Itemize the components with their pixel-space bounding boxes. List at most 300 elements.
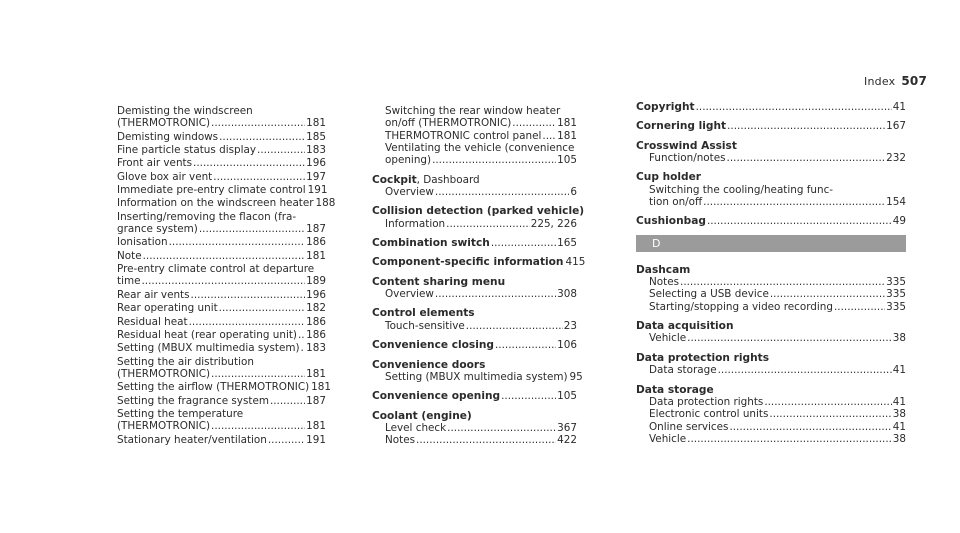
index-heading [636,120,726,132]
page-reference[interactable]: 154 [886,196,906,209]
index-heading-entry [372,205,585,230]
index-line [117,275,326,287]
index-heading-line [372,410,577,422]
index-term: Stationary heater/ventilation [117,433,267,446]
index-heading [636,384,714,396]
dot-leader [211,117,305,129]
index-heading-term: Coolant (engine) [372,409,472,422]
index-heading-line [372,276,577,288]
index-line [372,130,577,142]
page-reference[interactable]: 186 [306,315,326,328]
index-term: Vehicle [649,432,687,445]
page-reference[interactable]: 191 [306,433,326,446]
page-number: 507 [901,74,927,88]
dot-leader [270,395,305,407]
dot-leader [191,289,306,301]
index-subentry [372,422,577,434]
index-line [117,197,336,210]
index-line [372,186,577,198]
index-entry [117,197,336,210]
dot-leader [432,154,556,166]
index-term: Overview [385,186,434,199]
index-heading-term: Copyright [636,101,695,113]
index-subentry [636,433,906,445]
dot-leader [447,422,556,434]
index-heading-line [372,237,577,249]
index-heading-entry [372,410,577,447]
index-subentry [372,320,577,332]
index-heading [372,410,472,422]
index-line [117,342,326,354]
dot-leader [727,152,886,164]
page-reference[interactable]: 188 [315,197,336,210]
dot-leader [501,390,556,402]
index-term: Notes [649,276,680,289]
index-subentry [372,218,577,230]
dot-leader [687,332,892,344]
index-subentry [636,301,906,313]
dot-leader [416,434,556,446]
index-heading-line [372,359,577,371]
index-heading [372,390,500,402]
index-term: Overview [385,288,434,301]
index-term: Notes [385,434,416,447]
index-heading-line [636,352,906,364]
index-line [117,105,326,117]
index-term: grance system) [117,223,198,236]
dot-leader [219,131,305,143]
index-label: Index [864,75,896,88]
page-reference[interactable]: 181 [306,367,326,380]
page-reference[interactable]: 6 [570,186,577,199]
dot-leader [834,301,885,313]
index-line [117,223,326,235]
index-term: Glove box air vent [117,170,213,183]
index-column-2 [372,105,586,454]
index-term: Inserting/removing the flacon (fra- [117,210,297,223]
index-term: Ionisation [117,236,168,249]
index-heading-term: Dashcam [636,263,691,276]
continued-subentries [372,105,577,167]
index-line [117,184,326,196]
index-heading-entry [372,358,583,384]
page-reference[interactable]: 367 [557,421,577,434]
page-reference[interactable]: 196 [306,157,326,170]
index-heading-term: Control elements [372,307,475,320]
index-term: Electronic control units [649,408,769,421]
index-line [117,211,326,223]
index-subentry [372,186,577,198]
index-line [117,263,326,275]
index-entry [117,105,326,130]
index-line [372,320,577,332]
index-entry [117,171,326,183]
page-reference[interactable]: 41 [892,101,906,113]
index-entry [117,408,326,433]
page-reference[interactable]: 181 [557,129,577,142]
dot-leader [446,218,530,230]
index-term: opening) [385,154,432,167]
dot-leader [495,339,556,351]
index-line [117,408,326,420]
index-heading [636,264,690,276]
index-line [117,157,326,169]
index-subentry [636,184,906,209]
page-reference[interactable]: 167 [886,120,906,133]
index-heading [636,140,737,152]
index-heading-entry [372,307,577,332]
dot-leader [189,316,306,328]
index-heading-line [636,215,906,227]
dot-leader [727,120,885,132]
index-line [372,370,583,383]
index-heading [372,205,584,217]
index-subentry [636,396,906,408]
index-term: Function/notes [649,152,726,165]
index-subentry [372,142,577,167]
index-term: Vehicle [649,332,687,345]
page-reference[interactable]: 335 [886,276,906,289]
index-term: Selecting a USB device [649,288,769,301]
index-term: Ventilating the vehicle (convenience [385,142,575,155]
index-heading-entry [372,390,577,402]
page-reference[interactable]: 189 [306,275,326,288]
index-subentry [636,276,906,288]
dot-leader [193,157,305,169]
index-heading-term: Collision detection (parked vehicle) [372,205,585,218]
index-term: Setting the temperature [117,407,244,420]
index-heading-qualifier: , Dashboard [416,173,480,186]
dot-leader [718,364,892,376]
index-heading-term: Cushionbag [636,215,706,228]
index-heading-line [372,256,586,269]
dot-leader [435,288,556,300]
index-heading-term: Data protection rights [636,351,770,364]
page-header [864,74,927,88]
page-reference[interactable]: 38 [892,432,906,445]
page-reference[interactable]: 187 [306,223,326,236]
index-entry [117,211,326,236]
index-line [372,422,577,434]
index-term: Fine particle status display [117,144,257,157]
dot-leader [491,237,556,249]
index-line [117,434,326,446]
page-reference[interactable]: 196 [306,288,326,301]
index-term: Note [117,249,142,262]
index-line [372,218,577,230]
index-term: Demisting the windscreen [117,105,253,117]
dot-leader [219,302,306,314]
dot-leader [703,196,885,208]
page-reference[interactable]: 183 [306,342,326,355]
index-entry [117,250,326,262]
page-reference[interactable]: 41 [892,395,906,408]
index-heading-entry [372,174,577,199]
index-heading [372,174,480,186]
index-line [117,117,326,129]
index-term: Setting the air distribution [117,355,254,368]
page-reference[interactable]: 23 [563,319,577,332]
index-term: Setting the fragrance system [117,394,269,407]
index-heading-line [636,120,906,132]
index-line [636,421,906,433]
index-heading-term: Convenience closing [372,339,494,352]
index-term: THERMOTRONIC control panel [385,129,542,142]
index-heading-entry [636,120,906,132]
index-term: Touch-sensitive [385,319,465,332]
page-reference[interactable]: 105 [557,154,577,167]
index-line [372,154,577,166]
index-term: Rear operating unit [117,302,218,315]
index-heading-entry [372,237,577,249]
index-heading [372,256,563,268]
index-entry [117,131,326,143]
index-line [117,131,326,143]
index-entry [117,263,326,288]
index-line [117,302,326,314]
index-line [117,144,326,156]
index-line [372,105,577,117]
dot-leader [169,236,306,248]
index-heading [372,307,475,319]
page-reference[interactable]: 181 [306,117,326,130]
index-term: Demisting windows [117,130,219,143]
index-entry [117,434,326,446]
index-line [636,196,906,208]
index-term: Residual heat (rear operating unit) [117,328,297,341]
index-heading-term: Data storage [636,383,714,396]
index-line [636,408,906,420]
page-reference[interactable]: 232 [886,152,906,165]
index-heading-term: Cockpit [372,173,417,186]
index-heading-line [372,339,577,351]
dot-leader [143,250,306,262]
index-column-3 [636,101,906,452]
index-entry [117,381,331,394]
index-heading-term: Cornering light [636,120,727,133]
index-heading-entry [372,339,577,351]
index-subentry [372,434,577,446]
index-heading-term: Convenience opening [372,390,501,403]
index-term: Setting (MBUX multimedia system) [117,342,300,355]
index-line [117,316,326,328]
index-line [117,381,331,394]
index-heading-entry [372,256,586,269]
page-reference[interactable]: 183 [306,144,326,157]
index-line [372,434,577,446]
index-heading-entry [636,352,906,377]
index-line [636,276,906,288]
index-entry [117,144,326,156]
index-term: Rear air vents [117,288,190,301]
index-heading-term: Combination switch [372,237,490,250]
page-reference[interactable]: 191 [307,184,328,197]
page-reference[interactable]: 197 [306,170,326,183]
dot-leader [729,421,891,433]
index-term: (THERMOTRONIC) [117,420,211,433]
index-heading-term: Convenience doors [372,358,486,371]
index-line [117,368,326,380]
index-term: Front air vents [117,157,193,170]
page-reference[interactable]: 105 [557,390,577,403]
index-heading [372,339,494,351]
dot-leader [141,275,305,287]
index-term: Setting (MBUX multimedia system) [385,370,568,383]
index-line [117,329,326,341]
dot-leader [770,288,885,300]
page-reference[interactable]: 165 [557,237,577,250]
index-subentry [372,288,577,300]
page-reference[interactable]: 335 [886,300,906,313]
index-heading-entry [636,171,906,208]
dot-leader [769,408,891,420]
index-line [636,288,906,300]
index-heading-line [636,264,906,276]
index-subentry [636,152,906,164]
page-reference[interactable]: 41 [892,364,906,377]
index-line [372,142,577,154]
dot-leader [298,329,305,341]
index-term: Setting the airflow (THERMOTRONIC) [117,381,310,394]
index-term: time [117,275,141,288]
page-reference[interactable]: 181 [306,420,326,433]
page-reference[interactable]: 415 [565,256,586,269]
dot-leader [764,396,891,408]
index-heading [636,171,701,183]
index-heading-line [372,390,577,402]
index-heading-line [636,101,906,113]
page-reference[interactable]: 38 [892,408,906,421]
index-term: Level check [385,421,447,434]
index-heading-line [372,174,577,186]
index-term: Switching the rear window heater [385,105,561,117]
dot-leader [542,130,556,142]
page-reference[interactable]: 106 [557,339,577,352]
index-heading-line [372,205,585,218]
page-reference[interactable]: 181 [306,249,326,262]
dot-leader [707,215,892,227]
index-term: Data storage [649,364,717,377]
dot-leader [268,434,305,446]
index-column-1 [117,105,336,447]
index-heading-line [636,171,906,183]
page-reference[interactable]: 335 [886,288,906,301]
dot-leader [512,117,556,129]
dot-leader [211,420,305,432]
dot-leader [257,144,305,156]
index-subentry [636,288,906,300]
page-reference[interactable]: 95 [569,370,583,383]
page-reference[interactable]: 308 [557,288,577,301]
index-term: tion on/off [649,196,703,209]
index-heading-entry [636,264,906,313]
index-line [636,396,906,408]
section-letter-bar: D [636,235,906,252]
index-heading-term: Content sharing menu [372,275,506,288]
index-heading-entry [372,276,577,301]
index-heading-line [636,140,906,152]
page-reference[interactable]: 186 [306,236,326,249]
page-reference[interactable]: 182 [306,302,326,315]
index-line [117,356,326,368]
index-entry [117,342,326,354]
index-entry [117,184,326,196]
dot-leader [435,186,569,198]
index-line [117,420,326,432]
page-reference[interactable]: 41 [892,420,906,433]
page-reference[interactable]: 185 [306,130,326,143]
index-entry [117,302,326,314]
index-heading-entry [636,384,906,446]
dot-leader [213,171,305,183]
page-reference[interactable]: 49 [892,215,906,228]
page-reference[interactable]: 181 [311,381,331,394]
index-line [117,289,326,301]
index-term: Switching the cooling/heating func- [649,183,834,196]
page-reference[interactable]: 186 [306,328,326,341]
index-subentry [636,364,906,376]
index-subentry [372,370,583,383]
index-heading-line [636,384,906,396]
index-subentry [636,421,906,433]
index-heading-term: Crosswind Assist [636,139,737,152]
index-heading [372,359,485,371]
index-subentry [636,408,906,420]
index-line [636,433,906,445]
index-term: Data protection rights [649,395,764,408]
index-term: Online services [649,420,729,433]
index-line [636,184,906,196]
index-heading [636,320,733,332]
index-term: Information [385,217,446,230]
index-subentry [372,130,577,142]
index-line [636,152,906,164]
index-term: on/off (THERMOTRONIC) [385,117,512,130]
index-term: Starting/stopping a video recording [649,300,833,313]
index-heading-line [636,320,906,332]
page-reference[interactable]: 181 [557,117,577,130]
index-line [117,236,326,248]
index-heading [372,237,490,249]
index-heading-entry [636,140,906,165]
index-heading [636,215,706,227]
index-entry [117,395,326,407]
index-line [636,364,906,376]
page-reference[interactable]: 38 [892,332,906,345]
index-line [117,250,326,262]
index-subentry [372,105,577,130]
index-entry [117,316,326,328]
index-entry [117,236,326,248]
index-line [117,395,326,407]
index-heading [636,352,769,364]
index-line [117,171,326,183]
dot-leader [687,433,892,445]
index-term: Information on the windscreen heater [117,197,314,210]
index-term: (THERMOTRONIC) [117,117,211,130]
index-heading-entry [636,320,906,345]
page-reference[interactable]: 187 [306,394,326,407]
index-entry [117,329,326,341]
index-heading-term: Component-specific information [372,256,564,269]
page-reference[interactable]: 422 [557,434,577,447]
index-heading-term: Cup holder [636,171,702,184]
index-heading [372,276,505,288]
index-line [372,288,577,300]
index-entry [117,157,326,169]
dot-leader [211,368,305,380]
page-reference[interactable]: 225, 226 [530,217,577,230]
